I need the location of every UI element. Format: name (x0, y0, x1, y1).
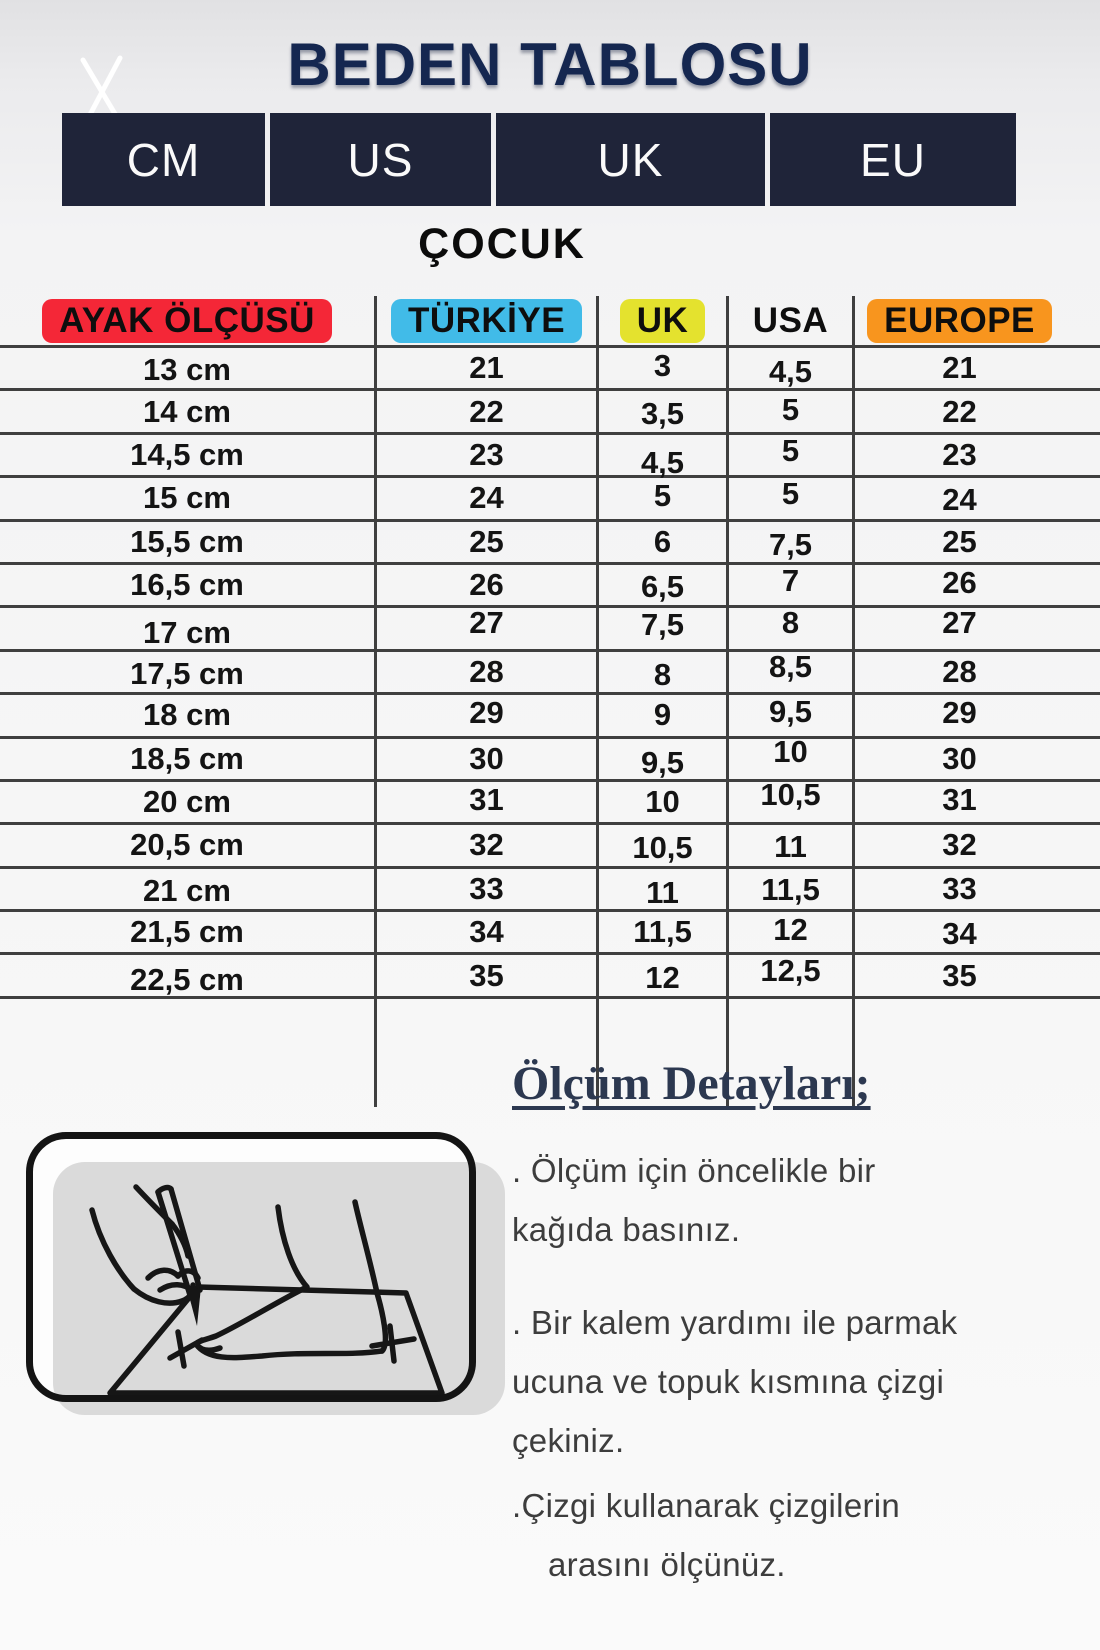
guide-step: .Çizgi kullanarak çizgilerin arasını ölçünüz. (512, 1487, 901, 1583)
table-cell: 8 (726, 608, 852, 648)
table-cell: 10,5 (596, 825, 726, 865)
table-cell: 7 (726, 565, 852, 605)
table-cell: 35 (374, 955, 596, 995)
table-cell: 15,5 cm (130, 523, 244, 559)
column-header-label: AYAK ÖLÇÜSÜ (42, 299, 332, 343)
column-header-label: USA (752, 300, 829, 340)
table-cell: 29 (852, 695, 1100, 735)
table-cell: 12 (726, 912, 852, 952)
unit-tab-eu[interactable]: EU (770, 113, 1016, 206)
measurement-guide (512, 1056, 1087, 1594)
table-cell: 10,5 (726, 782, 852, 822)
table-row (0, 388, 1100, 431)
column-header-label: TÜRKİYE (391, 299, 582, 343)
table-cell: 8 (596, 652, 726, 692)
table-cell: 31 (852, 782, 1100, 822)
table-cell: 23 (852, 435, 1100, 475)
table-row (0, 475, 1100, 518)
table-cell: 22,5 cm (130, 961, 244, 997)
table-cell: 25 (852, 522, 1100, 562)
table-header-row (0, 296, 1100, 345)
column-header (726, 296, 852, 345)
table-cell: 25 (374, 522, 596, 562)
table-cell: 12,5 (726, 955, 852, 995)
unit-tab-cm[interactable]: CM (62, 113, 265, 206)
column-header (374, 296, 596, 345)
table-cell: 17 cm (143, 614, 231, 650)
column-header (596, 296, 726, 345)
table-cell: 8,5 (726, 652, 852, 692)
table-cell: 13 cm (143, 352, 231, 388)
table-cell: 7,5 (596, 608, 726, 648)
table-cell: 6,5 (596, 565, 726, 605)
column-header-label: EUROPE (867, 299, 1052, 343)
table-cell: 7,5 (726, 522, 852, 562)
table-cell: 26 (374, 565, 596, 605)
category-label: ÇOCUK (418, 220, 586, 268)
table-cell: 5 (596, 478, 726, 518)
table-cell: 24 (374, 478, 596, 518)
table-cell: 27 (374, 608, 596, 648)
table-cell: 21 (852, 348, 1100, 388)
table-cell: 18 cm (143, 697, 231, 733)
table-cell: 10 (726, 739, 852, 779)
table-row (0, 562, 1100, 605)
unit-tabs (62, 113, 1016, 206)
guide-step: . Bir kalem yardımı ile parmak ucuna ve topuk kısmına çizgi çekiniz. (512, 1304, 958, 1459)
column-header (852, 296, 1100, 345)
guide-heading: Ölçüm Detayları; (512, 1057, 871, 1110)
table-cell: 5 (726, 478, 852, 518)
table-row (0, 866, 1100, 909)
table-cell: 5 (726, 435, 852, 475)
table-empty-cell (0, 999, 374, 1107)
table-cell: 22 (852, 391, 1100, 431)
table-cell: 34 (852, 912, 1100, 952)
table-cell: 11 (726, 825, 852, 865)
table-cell: 29 (374, 695, 596, 735)
table-cell: 4,5 (596, 435, 726, 475)
size-table (0, 296, 1100, 1107)
table-row (0, 519, 1100, 562)
table-cell: 31 (374, 782, 596, 822)
table-cell: 3,5 (596, 391, 726, 431)
table-cell: 9 (596, 695, 726, 735)
table-cell: 17,5 cm (130, 655, 244, 691)
table-cell: 30 (852, 739, 1100, 779)
table-row (0, 909, 1100, 952)
table-row (0, 345, 1100, 388)
table-cell: 21,5 cm (130, 914, 244, 950)
table-cell: 11,5 (596, 912, 726, 952)
table-cell: 32 (374, 825, 596, 865)
table-row (0, 432, 1100, 480)
table-cell: 23 (374, 435, 596, 475)
table-cell: 27 (852, 608, 1100, 648)
guide-steps (512, 1141, 1087, 1594)
table-cell: 16,5 cm (130, 567, 244, 603)
table-cell: 18,5 cm (130, 740, 244, 776)
table-row (0, 692, 1100, 735)
table-row (0, 952, 1100, 995)
table-cell: 24 (852, 478, 1100, 518)
table-cell: 21 (374, 348, 596, 388)
table-row (0, 605, 1100, 648)
table-cell: 28 (852, 652, 1100, 692)
table-cell: 9,5 (596, 739, 726, 779)
table-cell: 14,5 cm (130, 436, 244, 472)
column-header-label: UK (620, 299, 706, 343)
table-cell: 32 (852, 825, 1100, 865)
table-cell: 33 (374, 869, 596, 909)
table-row (0, 779, 1100, 822)
table-cell: 11,5 (726, 869, 852, 909)
page-title: BEDEN TABLOSU (287, 31, 813, 98)
table-cell: 11 (596, 869, 726, 909)
table-row (0, 822, 1100, 865)
table-cell: 34 (374, 912, 596, 952)
illustration-border (26, 1132, 476, 1402)
table-cell: 12 (596, 955, 726, 995)
table-cell: 20 cm (143, 784, 231, 820)
unit-tab-us[interactable]: US (270, 113, 491, 206)
table-cell: 26 (852, 565, 1100, 605)
table-cell: 5 (726, 391, 852, 431)
table-cell: 15 cm (143, 480, 231, 516)
table-cell: 10 (596, 782, 726, 822)
table-cell: 6 (596, 522, 726, 562)
table-cell: 28 (374, 652, 596, 692)
table-cell: 21 cm (143, 872, 231, 908)
table-cell: 20,5 cm (130, 827, 244, 863)
table-row (0, 733, 1100, 780)
table-cell: 14 cm (143, 393, 231, 429)
unit-tab-uk[interactable]: UK (496, 113, 765, 206)
table-cell: 30 (374, 739, 596, 779)
column-header (0, 296, 374, 345)
table-row (0, 649, 1100, 692)
table-cell: 4,5 (726, 348, 852, 388)
foot-measurement-illustration (26, 1132, 476, 1402)
table-cell: 22 (374, 391, 596, 431)
table-cell: 35 (852, 955, 1100, 995)
guide-step: . Ölçüm için öncelikle bir kağıda basınız. (512, 1152, 876, 1248)
table-cell: 33 (852, 869, 1100, 909)
table-cell: 9,5 (726, 695, 852, 735)
table-cell: 3 (596, 348, 726, 388)
